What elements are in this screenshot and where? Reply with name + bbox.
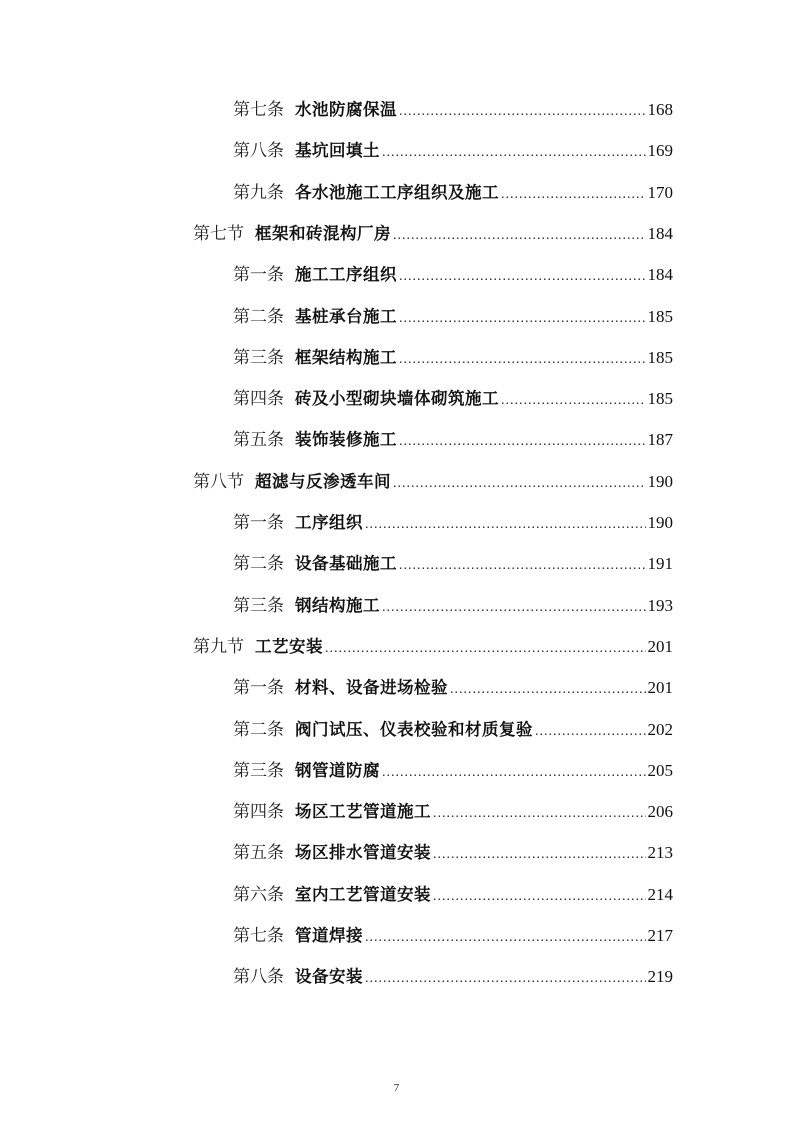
toc-dot-leader — [393, 224, 646, 248]
toc-entry-title: 各水池施工工序组织及施工 — [295, 182, 499, 202]
toc-entry-page: 170 — [647, 182, 673, 202]
toc-dot-leader — [501, 389, 646, 413]
toc-article-entry[interactable] — [233, 511, 673, 535]
toc-dot-leader — [433, 802, 646, 826]
toc-entry-number: 第八条 — [233, 967, 284, 988]
toc-entry-title: 砖及小型砌块墙体砌筑施工 — [295, 389, 499, 409]
toc-article-entry[interactable] — [233, 346, 673, 370]
toc-article-entry[interactable] — [233, 181, 673, 205]
toc-entry-page: 190 — [647, 471, 673, 491]
toc-article-entry[interactable] — [233, 883, 673, 907]
toc-dot-leader — [399, 430, 646, 454]
toc-entry-page: 185 — [647, 347, 673, 367]
toc-dot-leader — [365, 926, 646, 950]
toc-entry-number: 第一条 — [233, 265, 284, 286]
toc-dot-leader — [325, 637, 646, 661]
toc-dot-leader — [399, 265, 646, 289]
toc-entry-title: 框架结构施工 — [295, 347, 397, 367]
toc-dot-leader — [365, 513, 646, 537]
toc-dot-leader — [501, 183, 646, 207]
toc-article-entry[interactable] — [233, 841, 673, 865]
toc-dot-leader — [393, 472, 646, 496]
toc-entry-number: 第一条 — [233, 513, 284, 533]
toc-entry-title: 超滤与反渗透车间 — [255, 471, 391, 491]
toc-entry-title: 场区工艺管道施工 — [295, 802, 431, 822]
toc-article-entry[interactable] — [233, 139, 673, 163]
toc-article-entry[interactable] — [233, 428, 673, 452]
toc-entry-page: 184 — [647, 223, 673, 243]
toc-article-entry[interactable] — [233, 718, 673, 742]
toc-entry-number: 第二条 — [233, 306, 284, 327]
toc-entry-page: 184 — [647, 265, 673, 285]
toc-entry-number: 第四条 — [233, 802, 284, 823]
toc-entry-page: 169 — [647, 141, 673, 161]
toc-entry-number: 第四条 — [233, 389, 284, 410]
toc-article-entry[interactable] — [233, 594, 673, 618]
toc-entry-page: 187 — [647, 430, 673, 450]
toc-entry-number: 第七条 — [233, 926, 284, 946]
toc-dot-leader — [399, 348, 646, 372]
toc-dot-leader — [433, 885, 646, 909]
toc-entry-number: 第九条 — [233, 182, 284, 203]
toc-entry-title: 工序组织 — [295, 513, 363, 532]
toc-dot-leader — [382, 761, 646, 785]
toc-article-entry[interactable] — [233, 387, 673, 411]
toc-entry-title: 基坑回填土 — [295, 141, 380, 161]
toc-article-entry[interactable] — [233, 552, 673, 576]
toc-entry-page: 168 — [647, 100, 673, 119]
toc-dot-leader — [382, 596, 646, 620]
toc-article-entry[interactable] — [233, 263, 673, 287]
toc-article-entry[interactable] — [233, 800, 673, 824]
toc-dot-leader — [450, 678, 646, 702]
toc-entry-number: 第七节 — [193, 223, 244, 244]
toc-entry-title: 设备安装 — [295, 967, 363, 987]
toc-entry-title: 材料、设备进场检验 — [295, 678, 448, 698]
toc-dot-leader — [535, 720, 646, 744]
toc-entry-number: 第九节 — [193, 636, 244, 657]
toc-entry-title: 施工工序组织 — [295, 265, 397, 285]
toc-entry-title: 场区排水管道安装 — [295, 843, 431, 863]
toc-dot-leader — [433, 843, 646, 867]
toc-entry-page: 185 — [647, 389, 673, 409]
toc-entry-number: 第八节 — [193, 471, 244, 492]
toc-entry-number: 第三条 — [233, 347, 284, 368]
toc-dot-leader — [399, 100, 646, 124]
toc-section-entry[interactable] — [193, 635, 673, 659]
toc-entry-number: 第五条 — [233, 843, 284, 864]
toc-entry-number: 第三条 — [233, 760, 284, 781]
toc-dot-leader — [399, 307, 646, 331]
toc-entry-title: 钢管道防腐 — [295, 760, 380, 780]
toc-entry-number: 第五条 — [233, 430, 284, 451]
toc-entry-number: 第二条 — [233, 554, 284, 575]
toc-entry-title: 装饰装修施工 — [295, 430, 397, 450]
toc-section-entry[interactable] — [193, 222, 673, 246]
toc-entry-page: 205 — [647, 760, 673, 780]
toc-article-entry[interactable] — [233, 305, 673, 329]
toc-entry-number: 第七条 — [233, 100, 284, 120]
toc-entry-title: 阀门试压、仪表校验和材质复验 — [295, 719, 533, 739]
toc-entry-page: 206 — [647, 802, 673, 822]
toc-entry-title: 钢结构施工 — [295, 595, 380, 615]
toc-entry-title: 管道焊接 — [295, 926, 363, 945]
toc-entry-page: 201 — [647, 678, 673, 698]
toc-entry-page: 202 — [647, 719, 673, 739]
toc-entry-page: 217 — [647, 926, 673, 945]
toc-article-entry[interactable] — [233, 924, 673, 948]
toc-entry-page: 219 — [647, 967, 673, 987]
toc-entry-number: 第一条 — [233, 678, 284, 699]
toc-entry-title: 框架和砖混构厂房 — [255, 223, 391, 243]
toc-entry-title: 工艺安装 — [255, 636, 323, 656]
toc-article-entry[interactable] — [233, 676, 673, 700]
toc-entry-title: 室内工艺管道安装 — [295, 884, 431, 904]
toc-entry-title: 水池防腐保温 — [295, 100, 397, 119]
page-number: 7 — [393, 1082, 400, 1094]
toc-entry-title: 基桩承台施工 — [295, 306, 397, 326]
toc-section-entry[interactable] — [193, 470, 673, 494]
toc-entry-page: 201 — [647, 636, 673, 656]
toc-entry-page: 213 — [647, 843, 673, 863]
toc-entry-number: 第六条 — [233, 884, 284, 905]
toc-entry-number: 第二条 — [233, 719, 284, 740]
toc-dot-leader — [382, 141, 646, 165]
toc-entry-number: 第三条 — [233, 595, 284, 616]
toc-article-entry[interactable] — [233, 98, 673, 122]
toc-entry-title: 设备基础施工 — [295, 554, 397, 574]
toc-entry-page: 193 — [647, 595, 673, 615]
toc-article-entry[interactable] — [233, 759, 673, 783]
toc-dot-leader — [399, 554, 646, 578]
toc-entry-page: 214 — [647, 884, 673, 904]
toc-entry-number: 第八条 — [233, 141, 284, 162]
toc-dot-leader — [365, 967, 646, 991]
toc-entry-page: 191 — [647, 554, 673, 574]
toc-entry-page: 190 — [647, 513, 673, 532]
toc-article-entry[interactable] — [233, 965, 673, 989]
toc-entry-page: 185 — [647, 306, 673, 326]
